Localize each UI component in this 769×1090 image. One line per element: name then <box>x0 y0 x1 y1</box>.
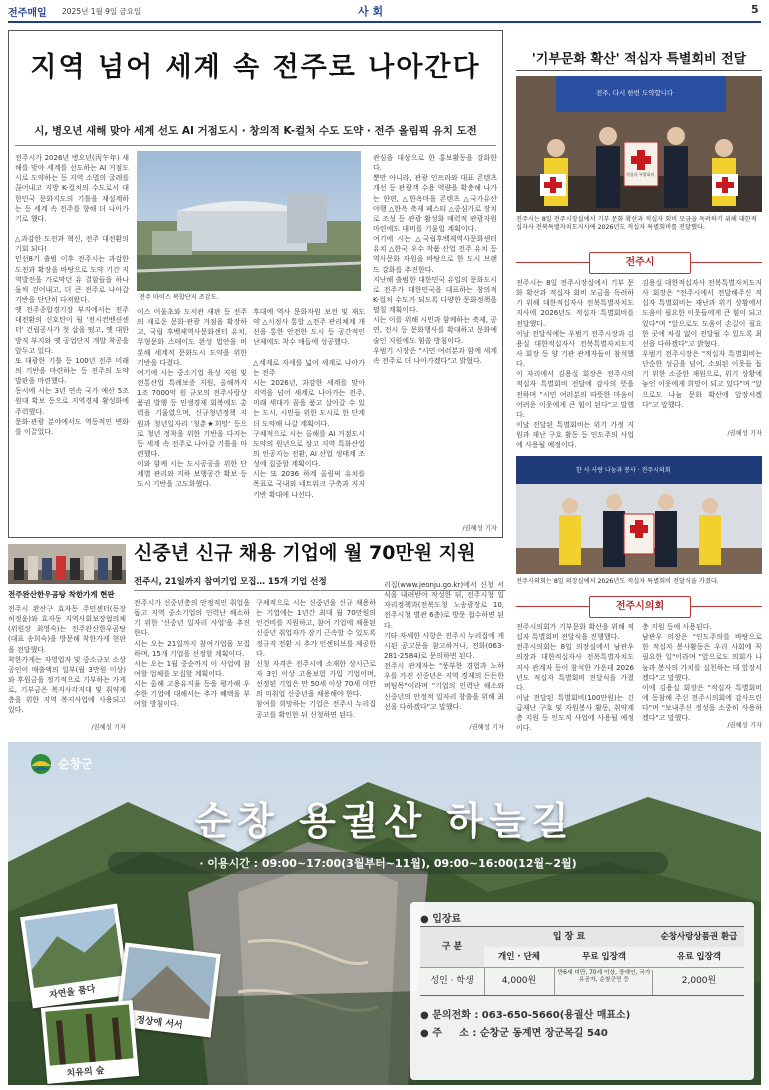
lead-subtitle: 시, 병오년 새해 맞아 세계 선도 AI 거점도시 · 창의적 K-컬처 수도 도약 · 전주 올림픽 유치 도전 <box>34 125 477 137</box>
lead-byline: /권혜성 기자 <box>462 525 497 532</box>
photo-banner-text: 전주, 다시 한번 도약합니다 <box>596 89 674 97</box>
badge-jeonju-council: 전주시의회 <box>589 596 691 618</box>
donation-photo-1 <box>516 76 762 212</box>
donation-photo-1-caption: 전주시는 8일 전주시장실에서 기부 문화 확산과 적십자 회비 모금을 독려하기 위해 대한적십자사 전북특별자치도지사에 2026년도 적십자 특별회비를 전달했다. <box>516 216 757 232</box>
lead-photo-caption: 전주 마이스 복합단지 조감도. <box>139 294 219 301</box>
ad-address: ● 주 소 : 순창군 동계면 장군목길 540 <box>420 1028 608 1039</box>
hiring-subtitle: 전주시, 21일까지 참여기업 모집… 15개 기업 선정 <box>134 577 327 587</box>
fee-head-type: 구 분 <box>420 927 485 967</box>
ad-logo <box>28 752 138 776</box>
hiring-col-3: 리집(www.jeonju.go.kr)에서 신청 서식을 내려받아 작성한 뒤, 전주시청 일자리정책과(전북도청 노송광장로 10, 전주시청 별관 6층)로 방문 접수하면 된다. 기타 자세한 사항은 전주시 누리집에 게시된 공고문을 참고하거나, 전화(063-281-2584)로 문의하면 된다. 전주시 관계자는 "풍부한 경험과 노하우를 가진 신중년은 지역 경제의 든든한 버팀목"이라며 "기업의 인력난 해소와 신중년의 안정적 일자리 창출을 위해 최선을 다하겠다"고 말했다. <box>384 581 504 711</box>
council-byline: /권혜성 기자 <box>727 722 762 729</box>
donation-title: '기부문화 확산' 적십자 특별회비 전달 <box>531 52 747 67</box>
lead-title: 지역 넘어 세계 속 전주로 나아간다 <box>30 52 481 83</box>
postcard-summit-label: 정상에 서서 <box>135 1015 183 1031</box>
ad-info-panel <box>410 902 754 1080</box>
badge-jeonju-city: 전주시 <box>589 252 691 274</box>
donation-col-left: 전주시는 8일 전주시장실에서 기부 문화 확산과 적십자 회비 모금을 독려하기 위해 대한적십자사 전북특별자치도지사에 2026년도 적십자 특별회비를 전달했다. 이날 전달식에는 우범기 전주시장과 김용실 대한적십자사 전북특별자치도지사 회장 등 양 기관 관계자들이 참석했다. 이 자리에서 김용실 회장은 전주시의 적십자 특별회비 전달에 감사의 뜻을 전하며 "시민 여러분의 따뜻한 마음이 어려운 이웃에게 큰 힘이 된다"고 말했다. 이날 전달된 특별회비는 위기 가정 지원과 재난 구호 활동 등 인도주의 사업에 사용될 예정이다. <box>516 279 634 450</box>
ad-title: 순창 용궐산 하늘길 <box>194 799 575 843</box>
paper-name: 전주매일 <box>8 8 47 19</box>
lead-article <box>8 30 503 538</box>
section-name: 사 회 <box>358 5 384 18</box>
mice-complex-rendering <box>137 151 361 291</box>
fee-sub-group: 개인 · 단체 <box>484 947 555 967</box>
donation-byline: /권혜성 기자 <box>727 430 762 437</box>
fee-row-refund: 2,000원 <box>681 976 717 986</box>
fee-row-free: 만6세 미만, 70세 이상, 장애인, 국가유공자, 순창군민 등 <box>556 970 653 995</box>
hiring-byline: /권혜성 기자 <box>469 724 504 731</box>
postcard-forest-label: 치유의 숲 <box>66 1065 105 1080</box>
sunchang-logo-icon <box>28 752 54 776</box>
fee-row-label: 성인 · 학생 <box>420 968 485 995</box>
lead-subtitle-rule <box>15 145 496 146</box>
photo-sign-text: 적십자 특별회비 <box>626 172 655 177</box>
postcard-forest <box>41 1000 139 1084</box>
ad-hours: · 이용시간 : 09:00~17:00(3월부터~11월), 09:00~16:00(12월~2월) <box>199 857 577 870</box>
donation-photo-2-caption: 전주시의회는 8일 의장실에서 2026년도 적십자 특별회비 전달식을 가졌다. <box>516 578 719 585</box>
page-number: 5 <box>751 3 759 16</box>
summit-photo <box>121 947 216 1019</box>
lead-column-1: 전주시가 2026년 병오년(丙午年) 새해를 맞아 세계를 선도하는 AI 거점도시로 도약하는 등 지역 소멸의 굴레를 끊어내고 지방 K-컬처의 수도로서 대한민국 문화지도의 기틀을 재설계하는 등 세계 속 전주를 향해 더 나아가기로 했다. △과감한 도전과 혁신, 전주 대전환의 기회 되다! 민선8기 출범 이후 전주시는 과감한 도전과 확장을 바탕으로 도약 기간 지역발전을 가로막던 유 결함들을 하나둘씩 걷어내고, 더 큰 전주로 나아갈 기반을 단단히 다져왔다. 옛 전주종합경기장 부지에서는 전주 대전환의 신호탄이 될 '전시컨벤션센터' 건립공사가 첫 삽을 떴고, 옛 대한방직 부지와 옛 공업단지 개발 착공을 앞두고 있다. 또 대광한 기틀 등 100년 전주 미래의 기반을 마련하는 등 전주의 도약 발판을 마련했다. 동시에 시는 3년 연속 국가 예산 5조 원대 확보 등으로 지역경제 활성화에 주력했다. 문화·관광 분야에서도 역동적인 변화를 이끌었다. <box>15 154 129 436</box>
masthead-rule <box>8 21 761 23</box>
lead-column-4: 관심을 대상으로 한 홍보활동을 강화한다. 뿐만 아니라, 관광 인프라와 대표 콘텐츠 개선 등 관광객 수용 역량을 확충해 나가는 한편, △한옥마을 콘텐츠 △국가유산 야행 △한옥 축제 페스티 △중심가로 장치로 조성 등 관광 활성화 매력적 관광자원 마련에도 대비를 기울일 계획이다. 여기에 시는 △국립후백제역사문화센터 유치 △한국 우수 작품 산업 전주 유치 등 역사문화 자원을 바탕으로 한 도시 브랜드 강화를 추진한다. 지난해 출범한 대한민국 유일의 문화도시로 전주가 대한민국을 대표하는 창의적 K-컬처 수도가 되도록 다양한 문화정책을 펼칠 계획이다. 시는 이를 위해 시민과 함께하는 축제, 공연, 전시 등 문화행사를 확대하고 문화예술인 지원에도 힘쓸 방침이다. 우범기 시장은 "시민 여러분과 함께 세계 속 전주로 더 나아가겠다"고 밝혔다. <box>373 154 497 365</box>
fee-sub-free: 무료 입장객 <box>554 947 655 967</box>
council-col-right: 충 지원 등에 사용된다. 남관우 의장은 "인도주의를 바탕으로 한 적십자 봉사활동은 우리 사회에 꼭 필요한 일"이라며 "앞으로도 의회가 나눔과 봉사의 가치를 실천하는 데 앞장서겠다"고 말했다. 이에 김용실 회장은 "적십자 특별회비에 동참해 주신 전주시의회에 감사드린다"며 "보내주신 정성을 소중히 사용하겠다"고 말했다. <box>642 623 762 723</box>
fee-head-goods: 순창사랑상품권 환급 <box>654 927 744 948</box>
donation-col-right: 김용실 대한적십자사 전북특별자치도지사 회장은 "전주시에서 전달해주신 적십자 특별회비는 재난과 위기 상황에서 도움이 필요한 이웃들에게 큰 힘이 되고 있다"며 "앞으로도 도움이 손길이 필요한 곳에 차질 없이 전달될 수 있도록 최선을 다하겠다"고 밝혔다. 우범기 전주시장은 "적십자 특별회비는 단순한 성금을 넘어, 소외된 이웃들 돕기 위한 소중한 재원으로, 위기 상황에 놓인 이웃에게 희망이 되고 있다"며 "앞으로도 나눔 문화 확산에 앞장서겠다"고 말했다. <box>642 279 762 409</box>
fee-sub-paid: 유료 입장객 <box>654 947 744 967</box>
ad-logo-text: 순창군 <box>58 757 93 771</box>
good-store-headline: 전주완산한우곰탕 착한가게 현판 <box>8 590 115 599</box>
fee-row-fee: 4,000원 <box>484 968 555 995</box>
donation-title-rule <box>516 70 762 71</box>
lead-column-2: 이스 어울초와 도서관 새판 등 전주의 새로운 문화·관광 거점을 확장하고, 국립 후백제역사문화센터 유치, 무형문화 스테이도 완성 법안을 비롯해 세계적 문화도시 도약을 위한 기반을 다졌다. 여기에 시는 중소기업 육성 지원 및 전통산업 특례보증 지원, 올해까지 1조 7000억 원 규모의 전주사랑상품권 발행 등 민생경제 회복에도 총력을 기울였으며, 신규청년정책 지원과 청년일자리 '청춘★희망' 등으로 청년 정착을 위한 기반을 다지는 등 세계 속 전주로 나아갈 기틀을 마련했다. 이와 함께 시는 도시공공을 위한 단계별 관리와 지하 보행공간 확보 등 도시 기반을 고도화했다. <box>137 308 247 489</box>
lead-photo <box>137 151 361 291</box>
masthead <box>0 0 769 22</box>
ad-contact: ● 문의전화 : 063-650-5660(용궐산 매표소) <box>420 1010 631 1021</box>
issue-date: 2025년 1월 9일 금요일 <box>62 7 142 16</box>
hiring-col-1: 전주시가 신중년층의 안정적인 취업을 돕고 지역 중소기업의 인력난 해소하기 위한 '신중년 일자리 사업'을 추진한다. 시는 오는 21일까지 참여기업을 모집하며, 15개 기업을 선정할 계획이다. 시는 오는 1월 중순까지 이 사업에 참여할 업체를 모집할 계획이다. 시는 올해 고용유지율 등을 평가해 우수한 기업에 대해서는 추가 혜택을 부여할 방침이다. <box>134 599 250 709</box>
fee-head-fee: 입 장 료 <box>484 927 655 948</box>
fee-table <box>420 926 744 996</box>
fee-label: ● 입장료 <box>420 914 462 925</box>
forest-photo <box>45 1004 133 1065</box>
photo2-banner-text: 한 사 사랑 나눔과 봉사 · 전주시의회 <box>576 467 671 474</box>
hiring-title: 신중년 신규 채용 기업에 월 70만원 지원 <box>134 542 476 564</box>
postcard-nature-label: 자연을 품다 <box>48 984 97 1001</box>
good-store-group-photo <box>8 544 126 584</box>
good-store-text: 전주시 완산구 효자동 주민센터(동장 허정윤)와 효자동 지역사회보장협의체(위원장 최영숙)는 전주완산한우곰탕(대표 송희숙)을 방문해 착한가게 현판을 전달했다. 착한가게는 자영업자 및 중소규모 소상공인이 매출액의 일부(월 3만원 이상)와 후원금을 정기적으로 기부하는 가게로, 기부금은 복지사각지대 및 취약계층을 위한 지역 복지사업에 사용되고 있다. <box>8 605 126 715</box>
donation-photo-2 <box>516 456 762 574</box>
hiring-col-2: 구체적으로 시는 신중년을 신규 채용하는 기업에는 1년간 최대 월 70만원의 인건비를 지원하고, 참여 기업에 채용된 신중년 취업자가 장기 근속할 수 있도록 정규직 전환 시 추가 인센티브를 제공한다. 신청 자격은 전주시에 소재한 상시근로자 3인 이상 고용보험 가입 기업이며, 선정된 기업은 만 50세 이상 70세 미만의 미취업 신중년을 채용해야 한다. 참여를 희망하는 기업은 전주시 누리집 공고를 확인한 뒤 신청하면 된다. <box>256 599 376 719</box>
good-store-photo <box>8 544 126 584</box>
mountain-view-photo <box>25 908 124 988</box>
good-store-byline: /권혜성 기자 <box>91 724 126 731</box>
postcard-nature <box>20 904 130 1009</box>
council-col-left: 전주시의회가 기부문화 확산을 위해 적십자 특별회비 전달식을 진행했다. 전주시의회는 8일 의장실에서 남관우 의장과 대한적십자사 전북특별자치도지사 관계자 등이 참석한 가운데 2026년도 적십자 특별회비 전달식을 가졌다. 이날 전달된 특별회비(100만원)는 긴급재난 구호 및 자원봉사 활동, 취약계층 지원 등 인도적 사업에 사용될 예정이다. <box>516 623 634 733</box>
tourism-ad <box>8 742 761 1085</box>
lead-column-3: 후대에 역사 문화자원 보전 및 재도약 △시정사 통합 △전주 관리체계 개선을 통한 안전한 도시 등 공간적인 난제에도 착수 매듭에 성공했다. △세계로 자세를 넓어 세계로 나아가는 전주 시는 2026년, 과감한 세계를 맞아 지역을 넘어 세계로 나아가는 전주, 미래 세대가 꿈을 품고 살아갈 수 있는 도시, 시민들 위한 도시로 한 단계 더 도약해 나갈 계획이다. 구체적으로 시는 올해를 AI 거점도시 도약의 원년으로 삼고 지역 특화산업의 인공지능 전환, AI 산업 생태계 조성에 집중할 계획이다. 시는 또 2036 하계 올림픽 유치를 목표로 국내외 네트워크 구축과 지지 기반 확대에 나선다. <box>253 308 365 499</box>
